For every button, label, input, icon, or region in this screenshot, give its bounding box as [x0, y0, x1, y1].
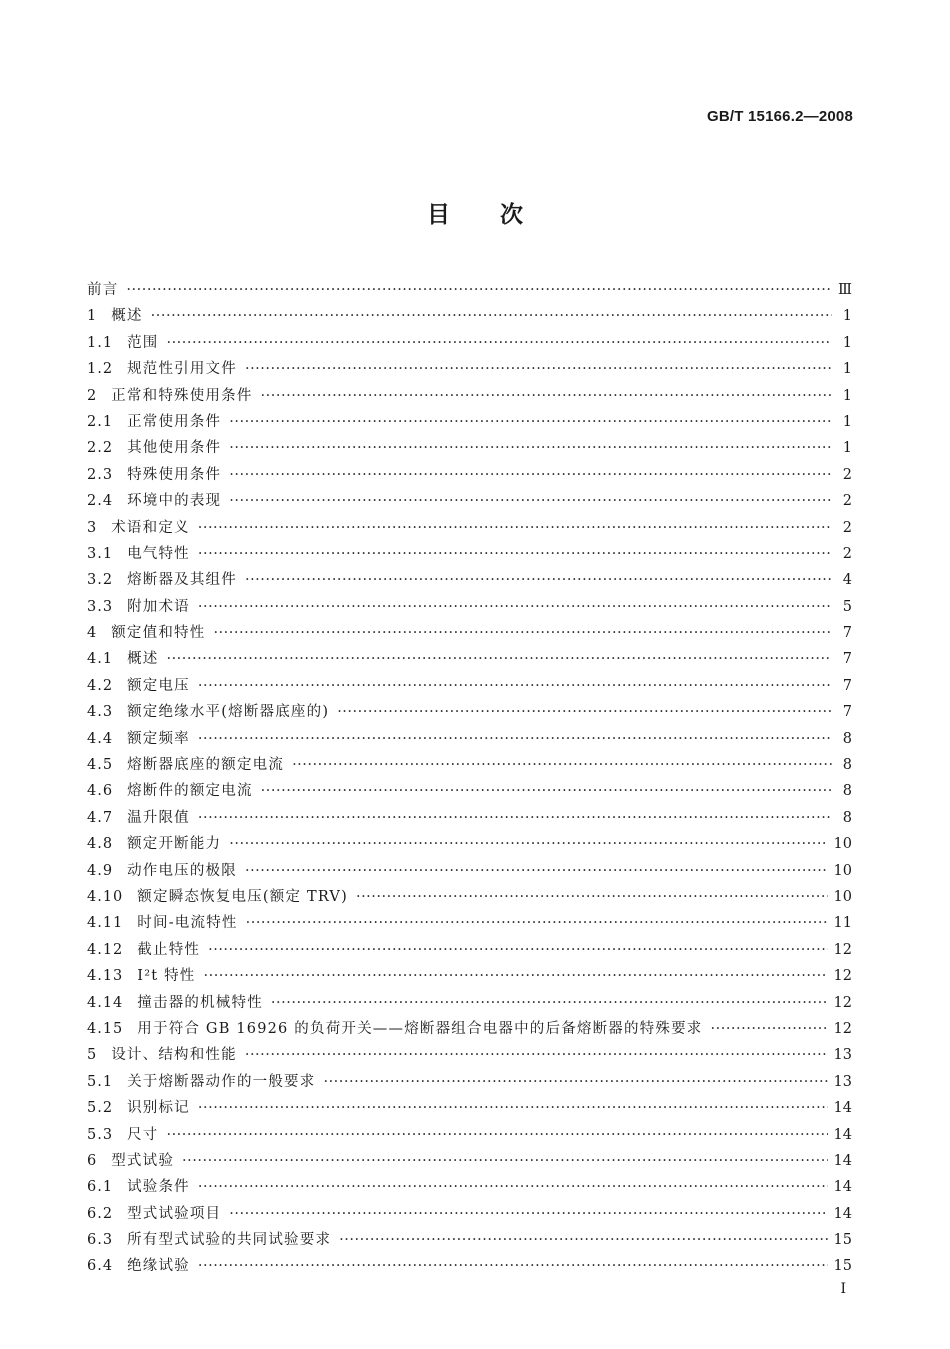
toc-entry-title: 动作电压的极限 — [127, 862, 237, 879]
toc-entry-title: 额定频率 — [127, 730, 190, 747]
toc-entry-number: 3.1 — [87, 545, 114, 562]
toc-entry-number: 2 — [87, 387, 98, 404]
toc-entry-page: 14 — [833, 1126, 852, 1143]
toc-entry-number: 4.14 — [87, 994, 124, 1011]
toc-entry[interactable] — [87, 435, 852, 461]
toc-leader-dots — [126, 277, 832, 303]
toc-entry-page: 15 — [833, 1258, 852, 1275]
toc-entry[interactable] — [87, 277, 852, 303]
toc-entry-number: 4.3 — [87, 704, 114, 721]
toc-leader-dots — [166, 330, 832, 356]
toc-entry-title: 用于符合 GB 16926 的负荷开关——熔断器组合电器中的后备熔断器的特殊要求 — [137, 1020, 703, 1037]
toc-entry-page: 1 — [842, 440, 852, 457]
toc-entry[interactable] — [87, 1122, 852, 1148]
toc-entry-number: 1.2 — [87, 361, 114, 378]
toc-entry-number: 1 — [87, 308, 98, 325]
toc-entry-title: 撞击器的机械特性 — [137, 994, 263, 1011]
toc-leader-dots — [166, 1122, 827, 1148]
toc-leader-dots — [323, 1069, 827, 1095]
toc-entry-title: 范围 — [127, 334, 159, 351]
toc-entry-number: 6.2 — [87, 1205, 114, 1222]
toc-leader-dots — [229, 435, 832, 461]
toc-entry-page: 13 — [833, 1073, 852, 1090]
toc-leader-dots — [198, 1095, 828, 1121]
toc-entry[interactable] — [87, 1069, 852, 1095]
toc-entry[interactable] — [87, 1148, 852, 1174]
toc-entry-title: 附加术语 — [127, 598, 190, 615]
toc-entry-page: 14 — [833, 1205, 852, 1222]
toc-leader-dots — [198, 594, 832, 620]
toc-entry-title: 术语和定义 — [111, 519, 190, 536]
toc-leader-dots — [208, 937, 827, 963]
toc-entry-title: 额定开断能力 — [127, 836, 222, 853]
toc-entry[interactable] — [87, 646, 852, 672]
toc-entry[interactable] — [87, 356, 852, 382]
page-title: 目次 — [427, 202, 573, 228]
toc-entry-number: 4.6 — [87, 783, 114, 800]
toc-entry-title: 环境中的表现 — [127, 493, 222, 510]
toc-entry-page: 13 — [833, 1047, 852, 1064]
toc-entry-number: 5.1 — [87, 1073, 114, 1090]
toc-entry-title: 概述 — [111, 308, 143, 325]
toc-leader-dots — [166, 646, 832, 672]
toc-entry[interactable] — [87, 778, 852, 804]
toc-entry-title: 熔断件的额定电流 — [127, 783, 253, 800]
toc-entry-title: 型式试验 — [111, 1152, 175, 1169]
toc-entry-number: 4.10 — [87, 888, 124, 905]
toc-entry-number: 6.4 — [87, 1258, 114, 1275]
toc-entry-title: 概述 — [127, 651, 159, 668]
toc-leader-dots — [198, 1174, 828, 1200]
toc-entry-number: 4.1 — [87, 651, 114, 668]
toc-leader-dots — [711, 1016, 828, 1042]
toc-leader-dots — [356, 884, 828, 910]
toc-leader-dots — [198, 673, 832, 699]
toc-entry[interactable] — [87, 1042, 852, 1068]
toc-entry-page: 12 — [833, 941, 852, 958]
toc-entry-number: 5.3 — [87, 1126, 114, 1143]
toc-entry[interactable] — [87, 594, 852, 620]
toc-entry-title: 时间-电流特性 — [137, 915, 238, 932]
toc-entry-title: I²t 特性 — [137, 968, 196, 985]
toc-entry-title: 绝缘试验 — [127, 1258, 190, 1275]
toc-entry-title: 截止特性 — [137, 941, 201, 958]
toc-entry-page: 1 — [842, 308, 852, 325]
toc-leader-dots — [339, 1227, 827, 1253]
toc-entry[interactable] — [87, 1174, 852, 1200]
toc-entry[interactable] — [87, 963, 852, 989]
toc-leader-dots — [151, 303, 832, 329]
toc-entry-page: 7 — [842, 677, 852, 694]
toc-entry-title: 特殊使用条件 — [127, 466, 222, 483]
toc-entry-title: 温升限值 — [127, 809, 190, 826]
toc-entry[interactable] — [87, 990, 852, 1016]
toc-entry-number: 1.1 — [87, 334, 114, 351]
toc-entry-number: 4.15 — [87, 1020, 124, 1037]
toc-leader-dots — [203, 963, 827, 989]
toc-entry-page: 8 — [842, 809, 852, 826]
toc-entry-title: 额定绝缘水平(熔断器底座的) — [127, 704, 330, 721]
toc-entry-page: 10 — [833, 862, 852, 879]
toc-entry-number: 5 — [87, 1047, 98, 1064]
toc-entry-title: 熔断器及其组件 — [127, 572, 237, 589]
toc-entry-number: 6.3 — [87, 1232, 114, 1249]
toc-entry-number: 4.7 — [87, 809, 114, 826]
toc-entry-number: 3.2 — [87, 572, 114, 589]
toc-entry[interactable] — [87, 541, 852, 567]
toc-entry-title: 额定瞬态恢复电压(额定 TRV) — [137, 888, 348, 905]
toc-leader-dots — [246, 910, 828, 936]
standard-code: GB/T 15166.2—2008 — [707, 108, 853, 125]
toc-entry-title: 规范性引用文件 — [127, 361, 237, 378]
toc-entry[interactable] — [87, 937, 852, 963]
toc-entry-page: Ⅲ — [838, 282, 852, 298]
toc-entry[interactable] — [87, 831, 852, 857]
toc-leader-dots — [245, 858, 828, 884]
toc-entry-page: 14 — [833, 1100, 852, 1117]
toc-entry-title: 型式试验项目 — [127, 1205, 222, 1222]
toc-entry-page: 1 — [842, 361, 852, 378]
toc-entry-page: 14 — [833, 1152, 852, 1169]
toc-entry-number: 2.4 — [87, 493, 114, 510]
toc-entry-page: 12 — [833, 968, 852, 985]
toc-entry-page: 10 — [833, 888, 852, 905]
toc-entry-number: 5.2 — [87, 1100, 114, 1117]
toc-entry-page: 11 — [833, 915, 852, 932]
toc-entry-page: 1 — [842, 413, 852, 430]
toc-entry-title: 熔断器底座的额定电流 — [127, 757, 285, 774]
toc-entry[interactable] — [87, 1227, 852, 1253]
toc-entry-title: 额定值和特性 — [111, 625, 206, 642]
toc-leader-dots — [198, 726, 832, 752]
toc-leader-dots — [261, 778, 832, 804]
toc-entry-page: 4 — [842, 572, 852, 589]
toc-entry-page: 12 — [833, 994, 852, 1011]
toc-entry[interactable] — [87, 567, 852, 593]
toc-entry-number: 4.2 — [87, 677, 114, 694]
toc-leader-dots — [245, 567, 832, 593]
toc-entry-page: 1 — [842, 387, 852, 404]
toc-leader-dots — [198, 1253, 828, 1279]
toc-leader-dots — [245, 1042, 828, 1068]
toc-entry-number: 4.8 — [87, 836, 114, 853]
toc-entry-page: 10 — [833, 836, 852, 853]
toc-entry-title: 设计、结构和性能 — [111, 1047, 237, 1064]
toc-entry-page: 15 — [833, 1232, 852, 1249]
toc-entry-title: 识别标记 — [127, 1100, 190, 1117]
toc-entry[interactable] — [87, 1201, 852, 1227]
toc-leader-dots — [198, 515, 832, 541]
toc-leader-dots — [271, 990, 828, 1016]
toc-entry-number: 4 — [87, 625, 98, 642]
toc-entry-title: 前言 — [87, 282, 119, 298]
toc-leader-dots — [229, 1201, 827, 1227]
toc-entry[interactable] — [87, 673, 852, 699]
toc-entry-number: 6 — [87, 1152, 98, 1169]
toc-entry-title: 尺寸 — [127, 1126, 159, 1143]
toc-entry[interactable] — [87, 515, 852, 541]
toc-leader-dots — [198, 805, 832, 831]
toc-entry[interactable] — [87, 1016, 852, 1042]
toc-entry-page: 7 — [842, 651, 852, 668]
toc-entry-page: 8 — [842, 783, 852, 800]
toc-entry[interactable] — [87, 1095, 852, 1121]
toc-entry-number: 2.2 — [87, 440, 114, 457]
toc-entry-number: 4.11 — [87, 915, 124, 932]
toc-entry[interactable] — [87, 409, 852, 435]
toc-entry[interactable] — [87, 303, 852, 329]
toc-leader-dots — [182, 1148, 828, 1174]
toc-entry-number: 4.4 — [87, 730, 114, 747]
toc-entry-page: 1 — [842, 334, 852, 351]
toc-entry-title: 额定电压 — [127, 677, 190, 694]
toc-entry[interactable] — [87, 910, 852, 936]
toc-entry-page: 8 — [842, 757, 852, 774]
toc-entry[interactable] — [87, 699, 852, 725]
toc-entry[interactable] — [87, 858, 852, 884]
table-of-contents — [87, 277, 852, 1280]
toc-entry-number: 3.3 — [87, 598, 114, 615]
page-number: I — [840, 1281, 846, 1297]
toc-entry-title: 电气特性 — [127, 545, 190, 562]
toc-entry-page: 14 — [833, 1179, 852, 1196]
toc-leader-dots — [229, 409, 832, 435]
toc-leader-dots — [292, 752, 832, 778]
toc-leader-dots — [229, 831, 827, 857]
toc-entry[interactable] — [87, 752, 852, 778]
toc-leader-dots — [213, 620, 832, 646]
toc-entry[interactable] — [87, 488, 852, 514]
toc-entry-page: 12 — [833, 1020, 852, 1037]
toc-entry-page: 8 — [842, 730, 852, 747]
toc-entry[interactable] — [87, 805, 852, 831]
toc-entry[interactable] — [87, 1253, 852, 1279]
toc-entry-page: 2 — [842, 493, 852, 510]
toc-entry[interactable] — [87, 462, 852, 488]
toc-entry-number: 4.5 — [87, 757, 114, 774]
toc-leader-dots — [229, 462, 832, 488]
toc-entry[interactable] — [87, 383, 852, 409]
toc-entry-page: 2 — [842, 519, 852, 536]
toc-entry-title: 关于熔断器动作的一般要求 — [127, 1073, 316, 1090]
toc-entry-page: 7 — [842, 704, 852, 721]
toc-leader-dots — [261, 383, 832, 409]
toc-entry[interactable] — [87, 620, 852, 646]
toc-entry-title: 正常使用条件 — [127, 413, 222, 430]
toc-leader-dots — [245, 356, 832, 382]
toc-entry[interactable] — [87, 884, 852, 910]
toc-entry[interactable] — [87, 330, 852, 356]
toc-entry-number: 3 — [87, 519, 98, 536]
toc-entry-title: 试验条件 — [127, 1179, 190, 1196]
toc-leader-dots — [198, 541, 832, 567]
toc-entry-number: 4.12 — [87, 941, 124, 958]
toc-entry-title: 其他使用条件 — [127, 440, 222, 457]
toc-entry-number: 2.3 — [87, 466, 114, 483]
toc-entry-page: 2 — [842, 466, 852, 483]
toc-entry-number: 2.1 — [87, 413, 114, 430]
toc-entry-page: 7 — [842, 625, 852, 642]
toc-leader-dots — [337, 699, 832, 725]
toc-leader-dots — [229, 488, 832, 514]
toc-entry-page: 5 — [842, 598, 852, 615]
toc-entry-title: 所有型式试验的共同试验要求 — [127, 1232, 332, 1249]
toc-entry[interactable] — [87, 726, 852, 752]
toc-entry-number: 4.9 — [87, 862, 114, 879]
toc-entry-number: 4.13 — [87, 968, 124, 985]
toc-entry-number: 6.1 — [87, 1179, 114, 1196]
toc-entry-page: 2 — [842, 545, 852, 562]
toc-entry-title: 正常和特殊使用条件 — [111, 387, 253, 404]
